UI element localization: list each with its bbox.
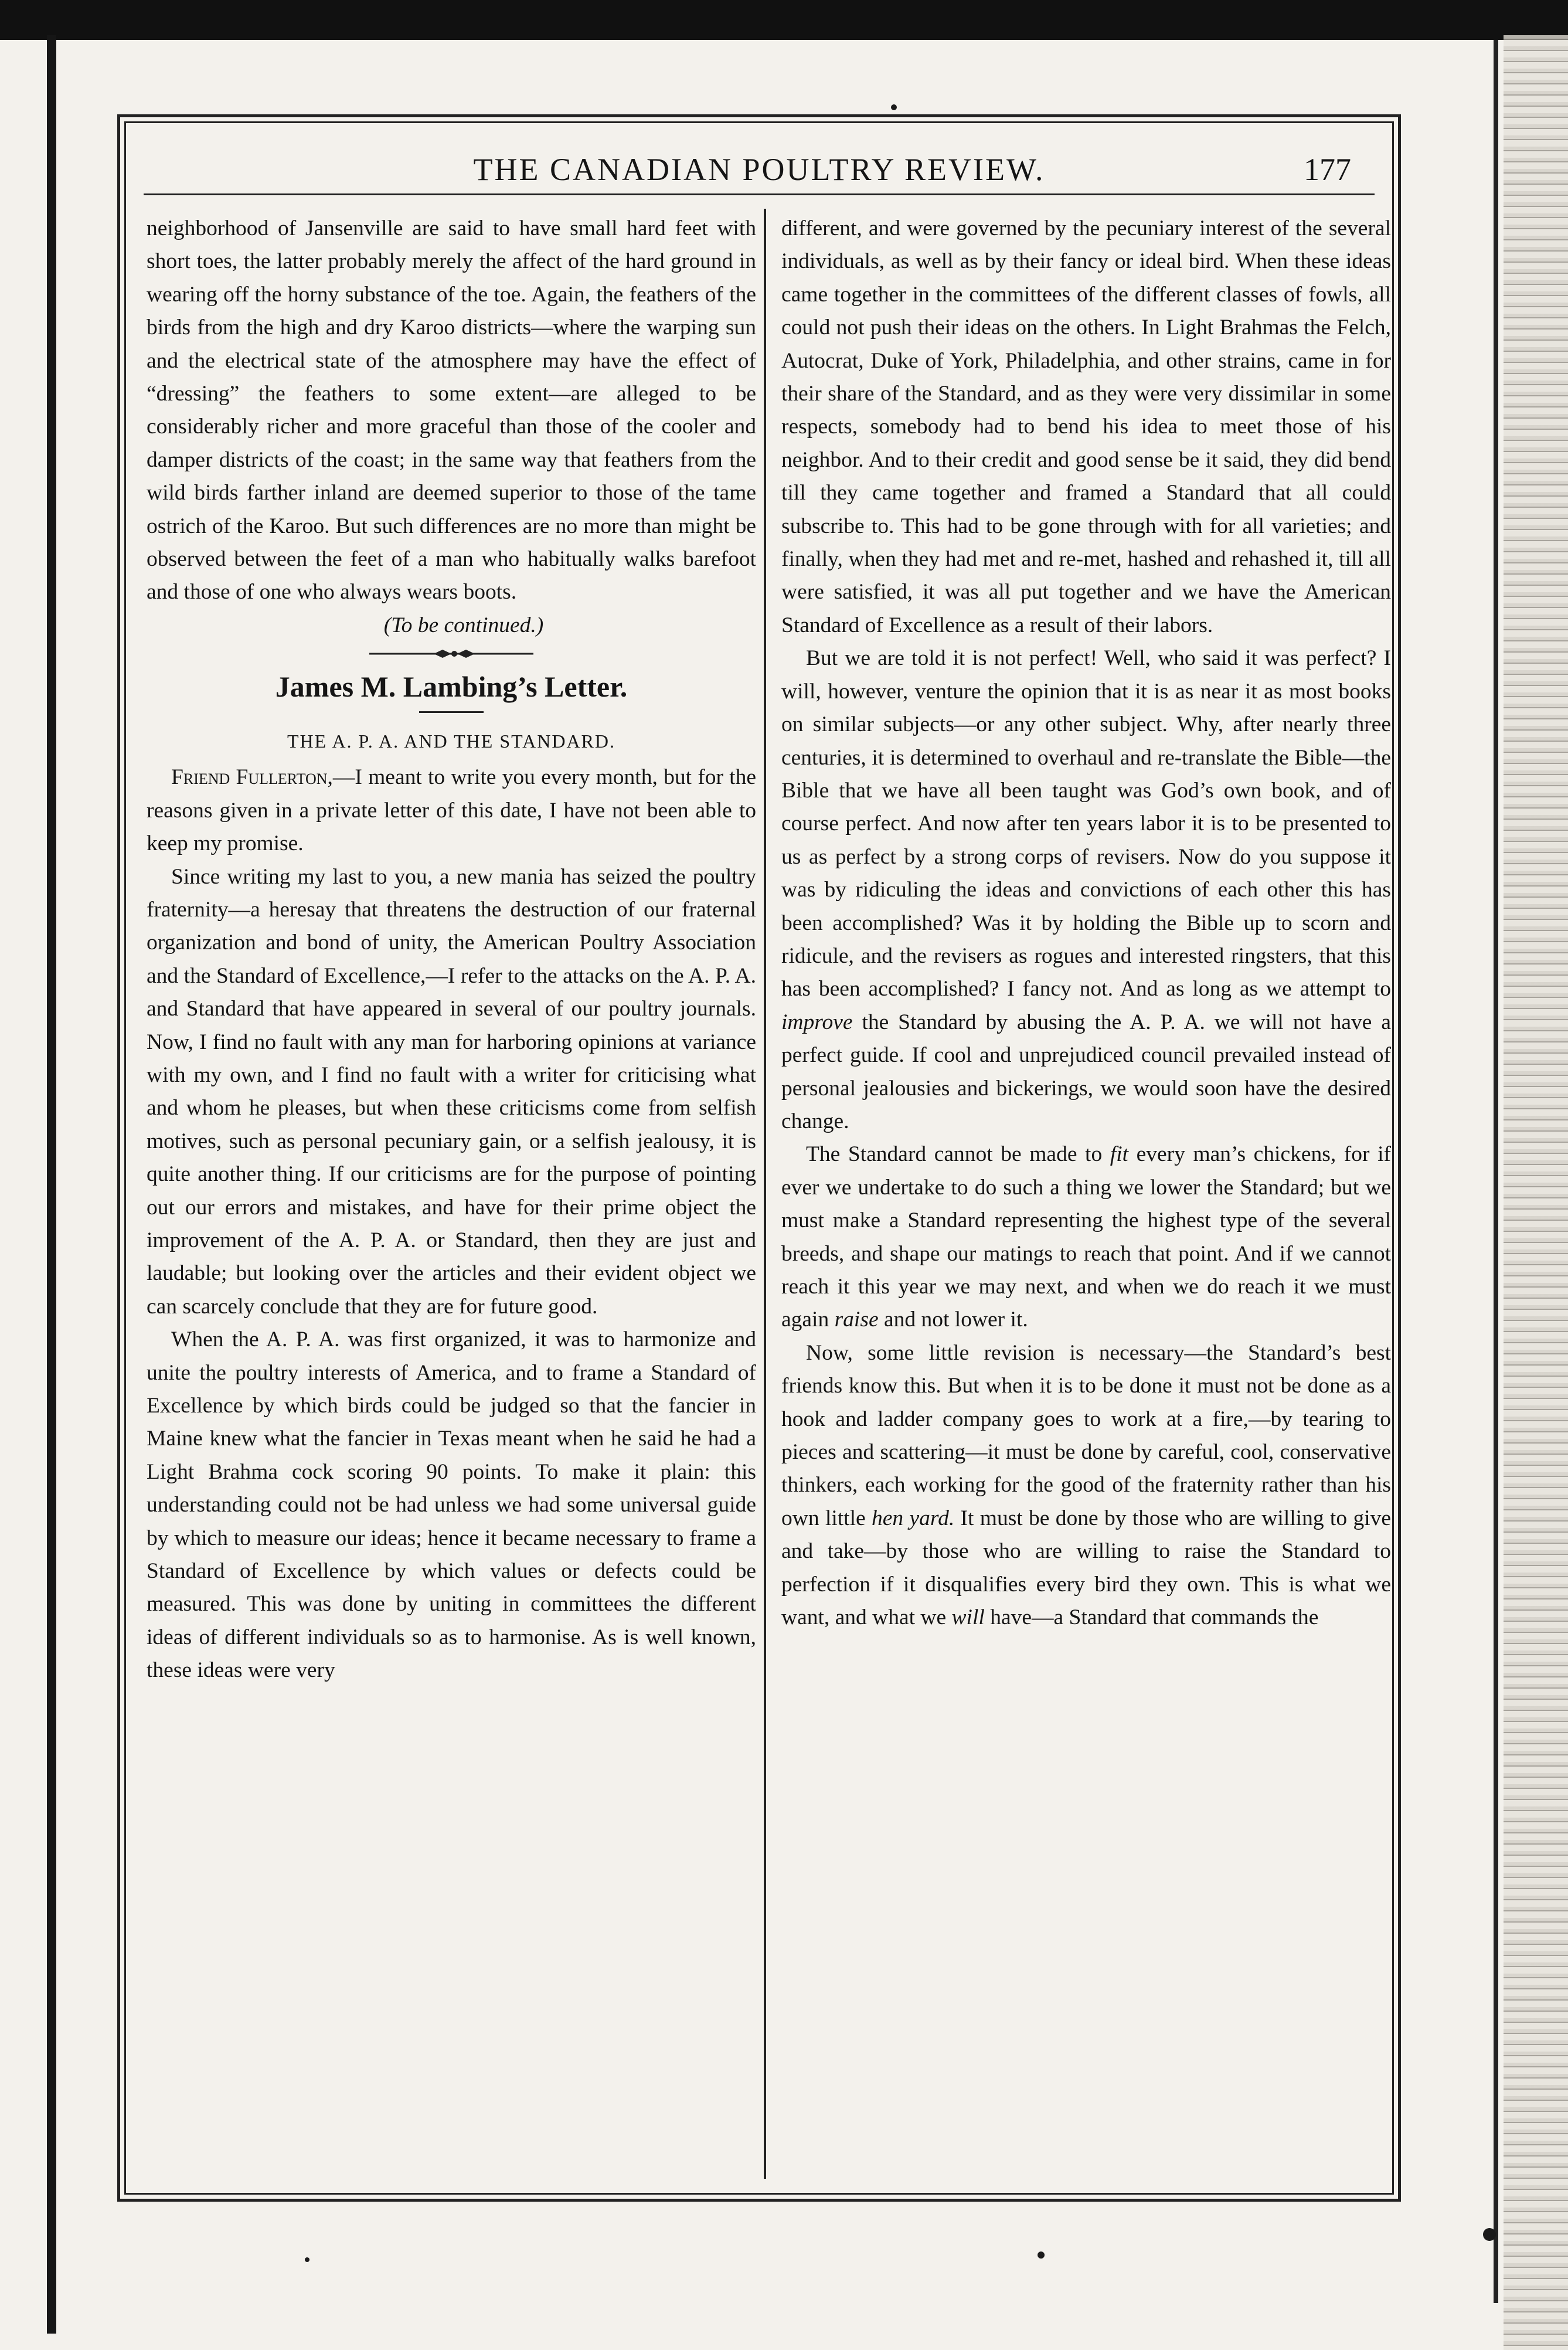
emphasis: will: [951, 1605, 985, 1630]
emphasis: fit: [1110, 1142, 1129, 1167]
article-subheading: THE A. P. A. AND THE STANDARD.: [287, 731, 615, 752]
scan-speck: [891, 104, 897, 110]
paragraph: But we are told it is not perfect! Well, who said it was perfect? I will, however, venture the opinion that it is as near it as most books on similar subjects—or any other subject. Why, after nearly three centuries, it is determined to overhaul and re-translate the Bible—the Bible that we have all been taught was God’s own book, and of course perfect. And now after ten years labor it is to be presented to us as perfect by a strong corps of revisers. Now do you suppose it was by ridiculing the ideas and convictions of each other this has been accomplished? Was it by holding the Bible up to scorn and ridicule, and the revisers as rogues and interested ringsters, that this has been accomplished? I fancy not. And as long as we attempt to improve the Standard by abusing the A. P. A. we will not have a perfect guide. If cool and unprejudiced council prevailed instead of personal jealousies and bickerings, we would soon have the desired change.: [781, 646, 1391, 1133]
scan-top-edge: [0, 0, 1568, 40]
paragraph: When the A. P. A. was first organized, it was to harmonize and unite the poultry interests of America, and to frame a Standard of Excellence by which birds could be judged so that the fancier in Maine knew what the fancier in Texas meant when he said he had a Light Brahma cock scoring 90 points. To make it plain: this understanding could not be had unless we had some universal guide by which to measure our ideas; hence it became necessary to frame a Standard of Excellence by which values or defects could be measured. This was done by uniting in committees the different ideas of different individuals so as to harmonise. As is well known, these ideas were very: [147, 1327, 756, 1683]
scan-speck: [1483, 2228, 1496, 2241]
journal-title: THE CANADIAN POULTRY REVIEW.: [473, 152, 1045, 187]
scan-speck: [1038, 2251, 1045, 2259]
scan-right-rule: [1494, 40, 1498, 2303]
to-be-continued: (To be continued.): [383, 613, 544, 637]
paragraph-text: —I meant to write you every month, but for the reasons given in a private letter of this date, I have not been able to keep my promise.: [147, 765, 756, 856]
salutation: Friend Fullerton,: [171, 765, 333, 790]
article-title: James M. Lambing’s Letter.: [275, 670, 628, 704]
page-number: 177: [1304, 152, 1351, 187]
paragraph: Since writing my last to you, a new mania has seized the poultry fraternity—a heresay that threatens the destruction of our fraternal organization and bond of unity, the American Poultry Association and the Standard of Excellence,—I refer to the attacks on the A. P. A. and Standard that have appeared in several of our poultry journals. Now, I find no fault with any man for harboring opinions at variance with my own, and I find no fault with a writer for criticising what and whom he pleases, but when these criticisms come from selfish motives, such as personal pecuniary gain, or a selfish jealousy, it is quite another thing. If our criticisms are for the purpose of pointing out our errors and mistakes, and have for their prime object the improvement of the A. P. A. or Standard, then they are just and laudable; but looking over the articles and their evident object we can scarcely conclude that they are for future good.: [147, 864, 756, 1319]
running-header: [144, 151, 1375, 192]
divider-ornament: [363, 648, 539, 660]
paragraph: The Standard cannot be made to fit every man’s chickens, for if ever we undertake to do such a thing we lower the Standard; but we must make a Standard representing the highest type of the several breeds, and shape our matings to reach that point. And if we cannot reach it this year we may next, and when we do reach it we must again raise and not lower it.: [781, 1142, 1391, 1332]
paragraph: different, and were governed by the pecuniary interest of the several individuals, as well as by their fancy or ideal bird. When these ideas came together in the committees of the different classes of fowls, all could not push their ideas on the others. In Light Brahmas the Felch, Autocrat, Duke of York, Philadelphia, and other strains, came in for their share of the Standard, and as they were very dissimilar in some respects, somebody had to bend his idea to meet those of his neighbor. And to their credit and good sense be it said, they did bend till they came together and framed a Standard that all could subscribe to. This had to be gone through with for all varieties; and finally, when they had met and re-met, hashed and rehashed it, till all were satisfied, it was all put together and we have the American Standard of Excellence as a result of their labors.: [781, 216, 1391, 637]
title-rule: [419, 711, 484, 713]
emphasis: hen yard.: [872, 1506, 955, 1530]
header-rule: [144, 193, 1375, 195]
scan-left-binding: [47, 35, 56, 2334]
scan-speck: [305, 2257, 309, 2262]
emphasis: improve: [781, 1010, 853, 1034]
emphasis: raise: [834, 1308, 879, 1332]
paragraph: neighborhood of Jansenville are said to have small hard feet with short toes, the latter probably merely the affect of the hard ground in wearing off the horny substance of the toe. Again, the feathers of the birds from the high and dry Karoo districts—where the warping sun and the electrical state of the atmosphere may have the effect of “dressing” the feathers to some extent—are alleged to be considerably richer and more graceful than those of the cooler and damper districts of the coast; in the same way that feathers from the wild birds farther inland are deemed superior to those of the tame ostrich of the Karoo. But such differences are no more than might be observed between the feet of a man who habitually walks barefoot and those of one who always wears boots.: [147, 216, 756, 605]
scan-right-edge: [1504, 35, 1568, 2350]
paragraph: Now, some little revision is necessary—the Standard’s best friends know this. But when it is to be done it must not be done as a hook and ladder company goes to work at a fire,—by tearing to pieces and scattering—it must be done by careful, cool, conservative thinkers, each working for the good of the fraternity rather than his own little hen yard. It must be done by those who are willing to give and take—by those who are willing to raise the Standard to perfection if it disqualifies every bird they own. This is what we want, and what we will have—a Standard that commands the: [781, 1340, 1392, 1630]
right-column: [781, 212, 1391, 1634]
left-column: [147, 212, 756, 1687]
column-divider: [764, 209, 766, 2179]
paragraph: [147, 761, 756, 860]
